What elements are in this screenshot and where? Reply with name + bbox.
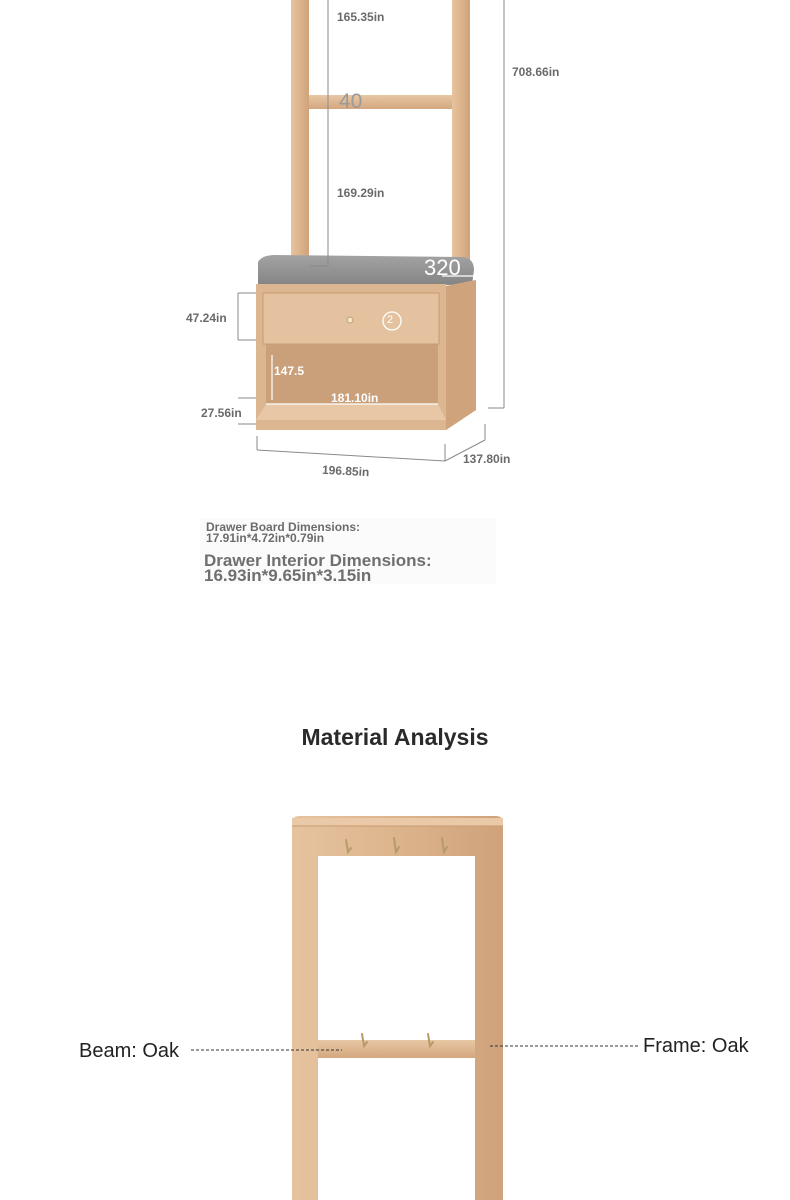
rack-cross-rail (309, 95, 452, 109)
dim-mid-span: 169.29in (337, 186, 385, 200)
dim-drawer-height: 47.24in (186, 311, 227, 325)
dim-base-height: 27.56in (201, 406, 242, 420)
dim-seat-depth-mark: 320 (424, 255, 461, 280)
frame-label: Frame: Oak (643, 1035, 749, 1057)
dim-upper-span: 165.35in (337, 10, 385, 24)
dim-rail-mark: 40 (339, 90, 363, 113)
drawer-board-value: 17.91in*4.72in*0.79in (206, 531, 325, 545)
dim-overall-depth: 137.80in (463, 452, 511, 466)
dim-overall-width: 196.85in (321, 462, 370, 480)
dim-cabinet-opening: 147.5 (274, 364, 305, 378)
drawer-board-title: Drawer Board Dimensions: (206, 520, 361, 534)
drawer-knob (347, 317, 353, 323)
drawer-index-number: 2 (387, 314, 394, 326)
frame-illustration (292, 816, 503, 1200)
drawer-interior-title: Drawer Interior Dimensions: (204, 551, 432, 570)
dim-total-height: 708.66in (512, 65, 560, 79)
drawer-interior-value: 16.93in*9.65in*3.15in (204, 566, 372, 585)
rack-posts (291, 0, 470, 260)
dim-inner-width: 181.10in (331, 391, 379, 405)
beam-label: Beam: Oak (79, 1040, 180, 1062)
section-title: Material Analysis (301, 724, 489, 750)
